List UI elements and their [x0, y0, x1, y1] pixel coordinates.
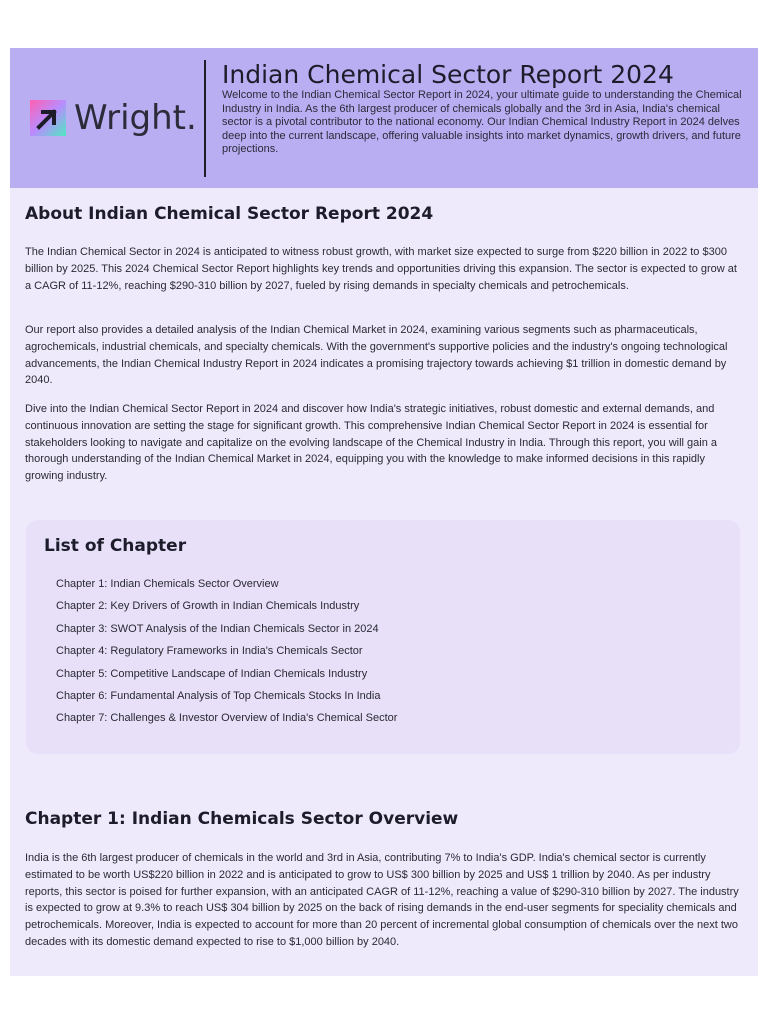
chapter-item-6[interactable]: Chapter 6: Fundamental Analysis of Top Chemicals Stocks In India — [56, 689, 381, 702]
chapter-item-7[interactable]: Chapter 7: Challenges & Investor Overview of India's Chemical Sector — [56, 712, 398, 725]
chapter-item-5[interactable]: Chapter 5: Competitive Landscape of Indian Chemicals Industry — [56, 667, 368, 680]
chapter-list-title: List of Chapter — [44, 536, 187, 556]
about-paragraph-1: The Indian Chemical Sector in 2024 is anticipated to witness robust growth, with market size expected to surge from $220 billion in 2022 to $300 billion by 2025. This 2024 Chemical Sector Report highlights key trends and opportunities driving this expansion. The sector is expected to grow at a CAGR of 11-12%, reaching $290-310 billion by 2027, fueled by rising demands in specialty chemicals and petrochemicals. — [25, 246, 737, 292]
chapter1-title: Chapter 1: Indian Chemicals Sector Overview — [25, 809, 459, 829]
chapter-item-4[interactable]: Chapter 4: Regulatory Frameworks in India's Chemicals Sector — [56, 645, 363, 658]
about-paragraph-2: Our report also provides a detailed analysis of the Indian Chemical Market in 2024, examining various segments such as pharmaceuticals, agrochemicals, industrial chemicals, and specialty chemicals. With the government's supportive policies and the industry's ongoing technological advancements, the Indian Chemical Industry Report in 2024 indicates a promising trajectory towards achieving $1 trillion in domestic demand by 2040. — [25, 324, 728, 387]
wright-logo-icon — [30, 100, 66, 136]
page-title: Indian Chemical Sector Report 2024 — [222, 60, 674, 89]
about-section-title: About Indian Chemical Sector Report 2024 — [25, 204, 434, 224]
header-divider — [204, 60, 206, 177]
chapter-item-3[interactable]: Chapter 3: SWOT Analysis of the Indian Chemicals Sector in 2024 — [56, 622, 379, 635]
chapter-item-2[interactable]: Chapter 2: Key Drivers of Growth in Indian Chemicals Industry — [56, 600, 360, 613]
report-page — [10, 48, 758, 976]
wright-logo[interactable] — [30, 100, 197, 136]
about-paragraph-3: Dive into the Indian Chemical Sector Report in 2024 and discover how India's strategic initiatives, robust domestic and external demands, and continuous innovation are setting the stage for significant growth. This comprehensive Indian Chemical Sector Report in 2024 is essential for stakeholders looking to navigate and capitalize on the evolving landscape of the Chemical Industry in India. Through this report, you will gain a thorough understanding of the Indian Chemical Market in 2024, equipping you with the knowledge to make informed decisions in this rapidly growing industry. — [25, 403, 717, 483]
report-header — [10, 48, 758, 188]
header-description: Welcome to the Indian Chemical Sector Report in 2024, your ultimate guide to understanding the Chemical Industry in India. As the 6th largest producer of chemicals globally and the 3rd in Asia, India's chemical sector is a pivotal contributor to the national economy. Our Indian Chemical Industry Report in 2024 delves deep into the current landscape, offering valuable insights into market dynamics, growth drivers, and future projections. — [222, 89, 742, 155]
chapter-list-box — [26, 520, 740, 754]
chapter-item-1[interactable]: Chapter 1: Indian Chemicals Sector Overview — [56, 578, 279, 590]
chapter1-paragraph: India is the 6th largest producer of chemicals in the world and 3rd in Asia, contributing 7% to India's GDP. India's chemical sector is currently estimated to be worth US$220 billion in 2022 and is anticipated to grow to US$ 300 billion by 2025 and US$ 1 trillion by 2040. As per industry reports, this sector is poised for further expansion, with an anticipated CAGR of 11-12%, reaching a value of $290-310 billion by 2027. The industry is expected to grow at 9.3% to reach US$ 304 billion by 2025 on the back of rising demands in the end-user segments for speciality chemicals and petrochemicals. Moreover, India is expected to account for more than 20 percent of incremental global consumption of chemicals over the next two decades with its domestic demand expected to rise to $1,000 billion by 2040. — [25, 852, 739, 948]
chapter-list — [56, 576, 397, 733]
logo-text: Wright. — [74, 98, 197, 138]
